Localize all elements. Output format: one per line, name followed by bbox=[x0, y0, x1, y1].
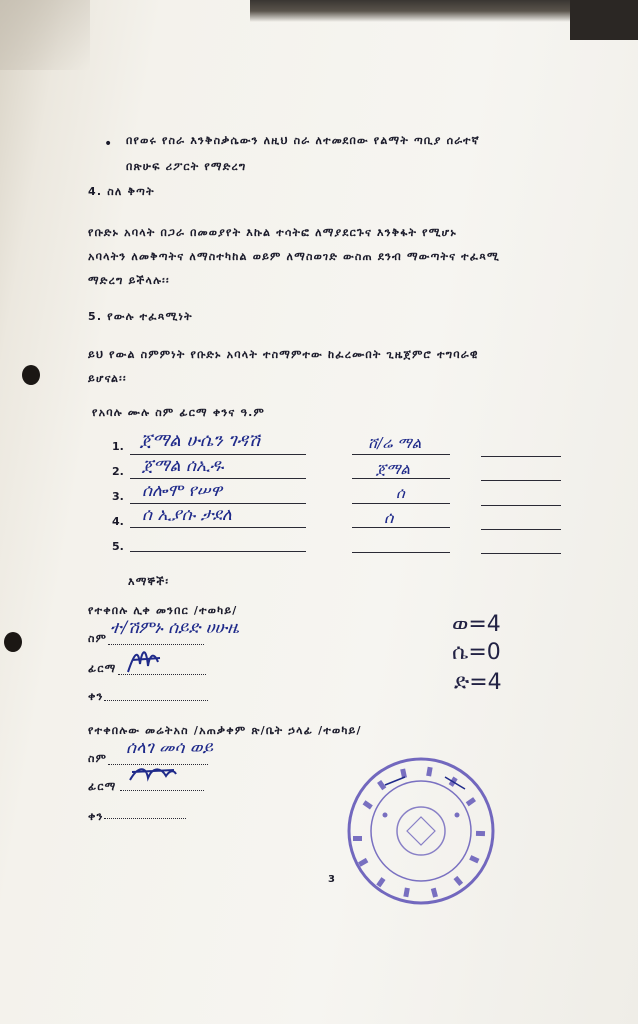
receiver2-name-handwritten: ሰላገ መሳ ወይ bbox=[126, 738, 213, 758]
bullet-icon: • bbox=[104, 136, 113, 152]
member-signature: ሰ bbox=[396, 484, 405, 502]
tally-line-1: ወ=4 bbox=[452, 612, 501, 637]
member-number: 1. bbox=[112, 440, 124, 453]
member-name-handwritten: ሰ ኢያሱ ታደለ bbox=[142, 505, 232, 525]
member-name-handwritten: ሰሎሞ የሠዋ bbox=[142, 481, 223, 501]
receiver1-date-line bbox=[104, 700, 208, 701]
member-signature: ሸ/ሬ ማል bbox=[368, 434, 422, 452]
member-number: 4. bbox=[112, 515, 124, 528]
receiver1-sign-label: ፊርማ bbox=[88, 662, 117, 675]
name-line bbox=[130, 454, 306, 455]
bullet-text-line1: በየወሩ የስራ እንቅስቃሴውን ለዚህ ስራ ለተመደበው የልማት ጣቢያ ሰራተኛ bbox=[126, 134, 480, 147]
name-line bbox=[130, 551, 306, 552]
receiver1-title: የተቀበሉ ሊቀ መንበር /ተወካይ/ bbox=[88, 604, 238, 617]
punch-hole-bottom bbox=[4, 632, 22, 652]
receiver1-sign-line bbox=[118, 674, 206, 675]
signature-line bbox=[352, 503, 450, 504]
tally-line-2: ሴ=0 bbox=[452, 640, 501, 665]
receiver2-title: የተቀበሉው መሬትአስ /አጠቃቀም ጽ/ቤት ኃላፊ /ተወካይ/ bbox=[88, 724, 362, 737]
receiver2-date-line bbox=[104, 818, 186, 819]
section4-paragraph-line1: የቡድኑ አባላት በጋራ በመወያየት እኩል ተሳትፎ ለማያደርጉና እንቅፋት የሚሆኑ bbox=[88, 226, 457, 239]
signature-line bbox=[352, 527, 450, 528]
member-signature: ሰ bbox=[384, 508, 394, 527]
member-name-handwritten: ጀማል ሰኢዱ bbox=[142, 456, 224, 476]
name-line bbox=[130, 478, 306, 479]
date-line bbox=[481, 505, 561, 506]
date-line bbox=[481, 456, 561, 457]
bullet-text-line2: በጽሁፍ ሪፖርት የማድረግ bbox=[126, 160, 247, 173]
member-number: 2. bbox=[112, 465, 124, 478]
signature-line bbox=[352, 454, 450, 455]
member-number: 5. bbox=[112, 540, 124, 553]
tally-line-3: ድ=4 bbox=[454, 670, 502, 695]
section5-heading: 5. የውሉ ተፈጻሚነት bbox=[88, 310, 193, 323]
section5-paragraph-line1: ይህ የውል ስምምነት የቡድኑ አባላት ተስማምተው ከፈረሙበት ጊዜጀምሮ ተግባራዊ bbox=[88, 348, 479, 361]
paper-fold-shadow bbox=[0, 0, 90, 70]
signature-line bbox=[352, 478, 450, 479]
date-line bbox=[481, 529, 561, 530]
date-line bbox=[481, 553, 561, 554]
section4-paragraph-line2: አባላትን ለመቅጣትና ለማስተካከል ወይም ለማስወገድ ውስጠ ደንብ ማውጣትና ተፈጻሚ bbox=[88, 250, 500, 263]
receiver2-signature-mark bbox=[126, 762, 178, 790]
signature-line bbox=[352, 552, 450, 553]
section4-paragraph-line3: ማድረግ ይችላሉ፡፡ bbox=[88, 274, 170, 287]
receiver1-name-handwritten: ተ/ሽምኑ ሰይድ ሀሁዜ bbox=[110, 618, 239, 638]
background-surface bbox=[570, 0, 638, 40]
name-line bbox=[130, 503, 306, 504]
member-signature: ጀማል bbox=[376, 460, 411, 478]
name-line bbox=[130, 527, 306, 528]
receiver1-name-label: ስም bbox=[88, 632, 108, 645]
punch-hole-top bbox=[22, 365, 40, 385]
page-number: 3 bbox=[328, 874, 335, 885]
member-name-handwritten: ጀማል ሁሴን ገዳሽ bbox=[140, 430, 261, 451]
receiver2-name-label: ስም bbox=[88, 752, 108, 765]
official-stamp-seal bbox=[345, 755, 497, 907]
receiver1-date-label: ቀን bbox=[88, 690, 104, 703]
receiver2-date-label: ቀን bbox=[88, 810, 104, 823]
witnesses-heading: እማኞች፡ bbox=[128, 575, 170, 588]
receiver1-signature-mark bbox=[124, 644, 164, 678]
section5-paragraph-line2: ይሆናል፡፡ bbox=[88, 372, 127, 385]
receiver2-sign-label: ፊርማ bbox=[88, 780, 117, 793]
section4-heading: 4. ስለ ቅጣት bbox=[88, 185, 155, 198]
members-header: የአባሉ ሙሉ ስም ፊርማ ቀንና ዓ.ም bbox=[92, 406, 266, 419]
receiver2-sign-line bbox=[120, 790, 204, 791]
date-line bbox=[481, 480, 561, 481]
member-number: 3. bbox=[112, 490, 124, 503]
